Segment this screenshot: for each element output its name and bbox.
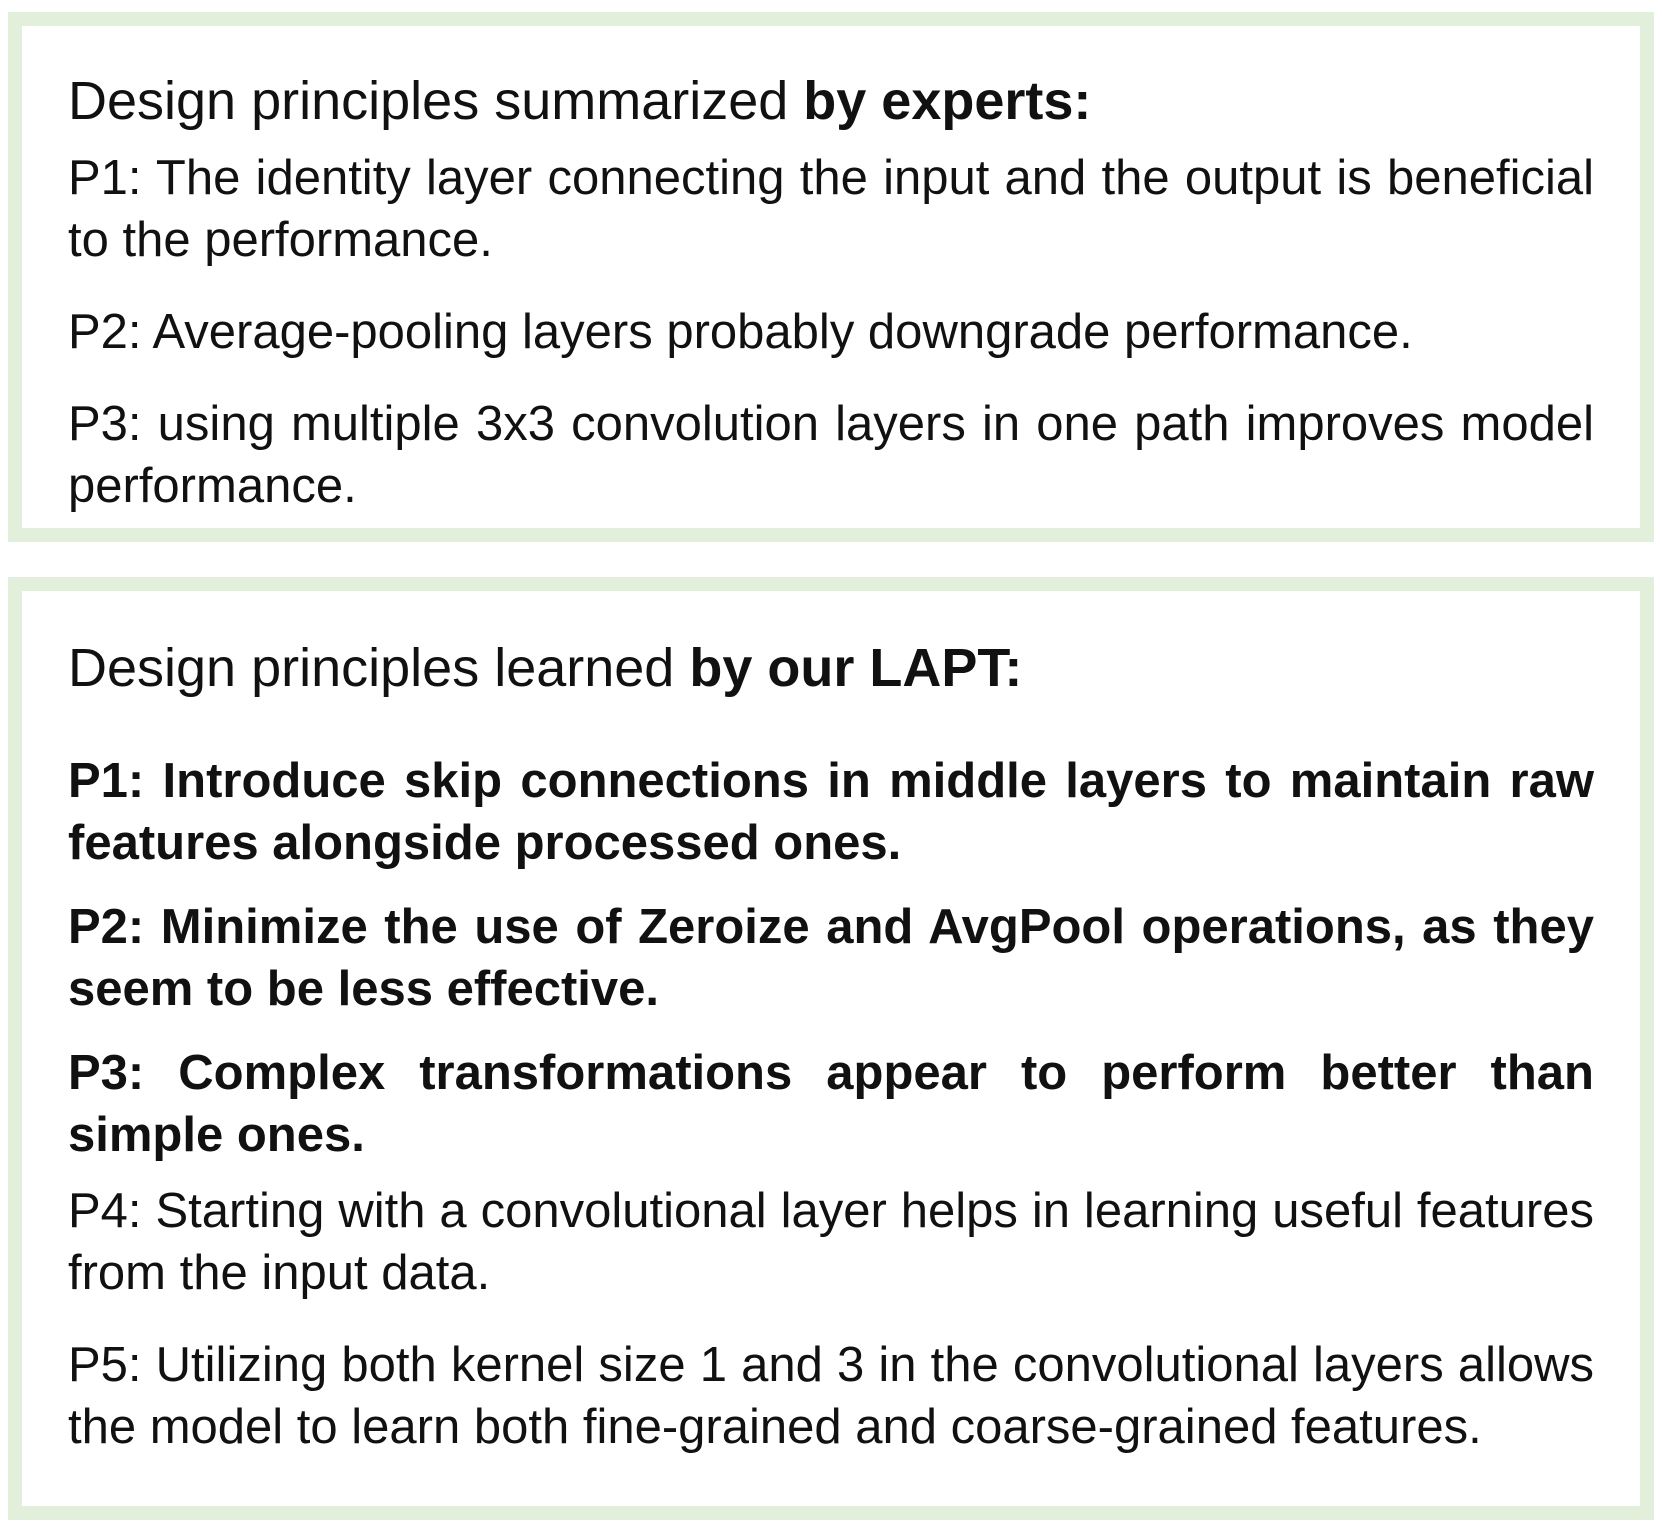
lapt-principle-3: P3: Complex transformations appear to perform better than simple ones.: [68, 1046, 1594, 1162]
lapt-title-bold: by our LAPT:: [689, 638, 1023, 698]
lapt-principle-4: P4: Starting with a convolutional layer helps in learning useful features from the input data.: [68, 1184, 1594, 1300]
lapt-principles-title: [68, 637, 1594, 699]
expert-principles-box: [8, 12, 1654, 542]
expert-principle-3: P3: using multiple 3x3 convolution layers in one path improves model performance.: [68, 397, 1594, 513]
lapt-principles-box: [8, 577, 1654, 1520]
expert-title-prefix: Design principles summarized: [68, 71, 804, 131]
lapt-title-prefix: Design principles learned: [68, 638, 690, 698]
lapt-principle-1: P1: Introduce skip connections in middle layers to maintain raw features alongside processed ones.: [68, 754, 1594, 870]
lapt-principle-2: P2: Minimize the use of Zeroize and AvgPool operations, as they seem to be less effective.: [68, 900, 1594, 1016]
expert-title-bold: by experts:: [803, 71, 1092, 131]
expert-principle-1: P1: The identity layer connecting the input and the output is beneficial to the performance.: [68, 151, 1594, 267]
expert-principles-title: [68, 70, 1594, 132]
lapt-principle-5: P5: Utilizing both kernel size 1 and 3 in the convolutional layers allows the model to learn both fine-grained and coarse-grained features.: [68, 1338, 1594, 1454]
expert-principle-2: P2: Average-pooling layers probably downgrade performance.: [68, 305, 1413, 359]
